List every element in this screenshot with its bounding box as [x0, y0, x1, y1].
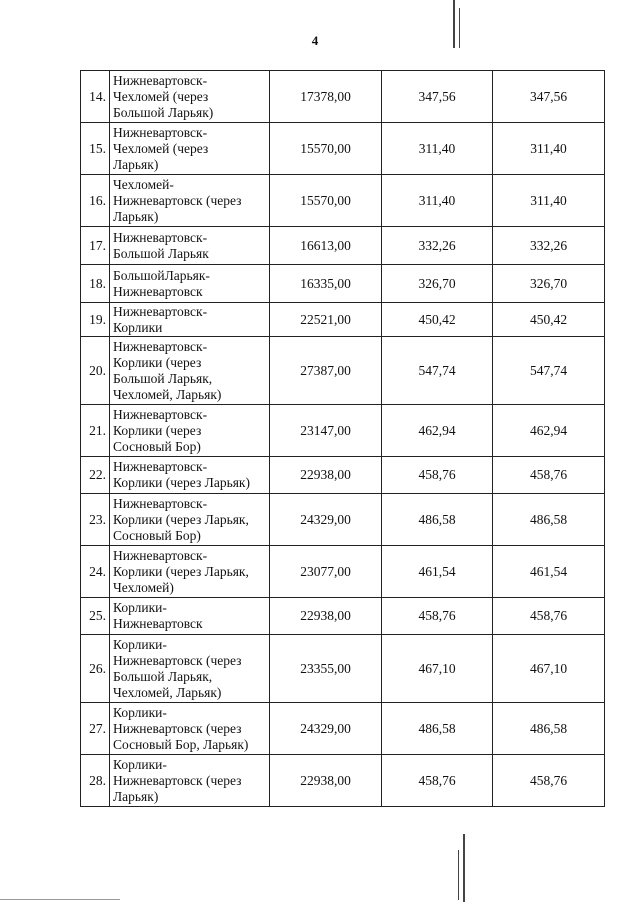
route-line: Нижневартовск (через [113, 772, 242, 788]
price-cell: 547,74 [382, 337, 493, 405]
table-row [81, 494, 605, 546]
route-line: Ларьяк) [113, 788, 159, 804]
route-cell [110, 703, 270, 755]
route-line: Ларьяк) [113, 156, 159, 172]
row-number: 26. [81, 635, 110, 703]
route-cell [110, 265, 270, 303]
route-line: Нижневартовск- [113, 303, 208, 319]
total-cost-cell: 16335,00 [270, 265, 382, 303]
table-row [81, 265, 605, 303]
route-line: Чехломей- [113, 176, 174, 192]
route-line: Нижневартовск- [113, 338, 208, 354]
route-line: Корлики- [113, 756, 167, 772]
price-cell: 311,40 [382, 175, 493, 227]
row-number: 27. [81, 703, 110, 755]
route-line: Нижневартовск [113, 283, 203, 299]
route-line: Корлики- [113, 636, 167, 652]
tariff-table-body [81, 71, 605, 807]
route-cell [110, 635, 270, 703]
route-line: БольшойЛарьяк- [113, 267, 210, 283]
route-cell [110, 227, 270, 265]
row-number: 28. [81, 755, 110, 807]
total-cost-cell: 24329,00 [270, 494, 382, 546]
price-cell: 450,42 [382, 303, 493, 337]
price-cell: 311,40 [382, 123, 493, 175]
route-line: Ларьяк) [113, 208, 159, 224]
table-row [81, 635, 605, 703]
price-cell: 547,74 [493, 337, 605, 405]
route-line: Большой Ларьяк, [113, 668, 213, 684]
page-number: 4 [311, 33, 319, 48]
route-line: Корлики (через [113, 422, 202, 438]
route-line: Сосновый Бор) [113, 527, 201, 543]
row-number: 23. [81, 494, 110, 546]
table-row [81, 405, 605, 457]
table-row [81, 755, 605, 807]
total-cost-cell: 23077,00 [270, 546, 382, 598]
row-number: 22. [81, 457, 110, 494]
tariff-table [80, 70, 605, 807]
route-line: Нижневартовск- [113, 547, 208, 563]
table-row [81, 175, 605, 227]
route-line: Нижневартовск (через [113, 192, 242, 208]
price-cell: 326,70 [493, 265, 605, 303]
table-row [81, 703, 605, 755]
route-cell [110, 337, 270, 405]
price-cell: 347,56 [382, 71, 493, 123]
route-line: Нижневартовск- [113, 72, 208, 88]
route-cell [110, 755, 270, 807]
route-cell [110, 457, 270, 494]
price-cell: 486,58 [493, 494, 605, 546]
route-cell [110, 175, 270, 227]
table-row [81, 546, 605, 598]
route-cell [110, 71, 270, 123]
total-cost-cell: 16613,00 [270, 227, 382, 265]
total-cost-cell: 24329,00 [270, 703, 382, 755]
row-number: 21. [81, 405, 110, 457]
total-cost-cell: 22938,00 [270, 755, 382, 807]
route-line: Большой Ларьяк) [113, 104, 214, 120]
route-cell [110, 546, 270, 598]
row-number: 16. [81, 175, 110, 227]
scan-artifact [453, 0, 455, 48]
scan-artifact [459, 8, 460, 48]
row-number: 15. [81, 123, 110, 175]
total-cost-cell: 17378,00 [270, 71, 382, 123]
row-number: 18. [81, 265, 110, 303]
route-line: Нижневартовск- [113, 495, 208, 511]
route-line: Чехломей, Ларьяк) [113, 684, 222, 700]
price-cell: 462,94 [382, 405, 493, 457]
table-row [81, 71, 605, 123]
route-line: Нижневартовск- [113, 124, 208, 140]
route-line: Сосновый Бор, Ларьяк) [113, 736, 249, 752]
price-cell: 461,54 [382, 546, 493, 598]
price-cell: 458,76 [382, 457, 493, 494]
price-cell: 311,40 [493, 175, 605, 227]
price-cell: 486,58 [382, 703, 493, 755]
table-row [81, 457, 605, 494]
route-line: Большой Ларьяк, [113, 370, 213, 386]
route-line: Большой Ларьяк [113, 245, 209, 261]
scan-artifact [463, 834, 465, 902]
row-number: 17. [81, 227, 110, 265]
total-cost-cell: 27387,00 [270, 337, 382, 405]
table-row [81, 227, 605, 265]
route-line: Чехломей (через [113, 140, 209, 156]
route-line: Чехломей, Ларьяк) [113, 386, 222, 402]
route-cell [110, 598, 270, 635]
route-line: Нижневартовск- [113, 406, 208, 422]
price-cell: 462,94 [493, 405, 605, 457]
row-number: 25. [81, 598, 110, 635]
price-cell: 458,76 [382, 598, 493, 635]
route-line: Чехломей (через [113, 88, 209, 104]
route-line: Нижневартовск (через [113, 652, 242, 668]
total-cost-cell: 15570,00 [270, 175, 382, 227]
row-number: 20. [81, 337, 110, 405]
route-line: Корлики (через Ларьяк) [113, 475, 250, 490]
total-cost-cell: 22938,00 [270, 457, 382, 494]
route-line: Корлики- [113, 704, 167, 720]
price-cell: 458,76 [493, 755, 605, 807]
price-cell: 458,76 [493, 457, 605, 494]
route-line: Чехломей) [113, 579, 174, 595]
route-line: Корлики (через [113, 354, 202, 370]
row-number: 14. [81, 71, 110, 123]
route-cell [110, 405, 270, 457]
price-cell: 467,10 [493, 635, 605, 703]
route-line: Корлики (через Ларьяк, [113, 511, 249, 527]
total-cost-cell: 23147,00 [270, 405, 382, 457]
table-row [81, 303, 605, 337]
price-cell: 332,26 [382, 227, 493, 265]
table-row [81, 123, 605, 175]
price-cell: 332,26 [493, 227, 605, 265]
route-cell [110, 303, 270, 337]
row-number: 24. [81, 546, 110, 598]
price-cell: 450,42 [493, 303, 605, 337]
scan-artifact [0, 899, 120, 900]
price-cell: 458,76 [382, 755, 493, 807]
price-cell: 458,76 [493, 598, 605, 635]
table-row [81, 598, 605, 635]
scan-artifact [458, 850, 459, 900]
price-cell: 311,40 [493, 123, 605, 175]
total-cost-cell: 15570,00 [270, 123, 382, 175]
price-cell: 467,10 [382, 635, 493, 703]
total-cost-cell: 23355,00 [270, 635, 382, 703]
route-line: Нижневартовск- [113, 229, 208, 245]
route-line: Корлики (через Ларьяк, [113, 563, 249, 579]
total-cost-cell: 22938,00 [270, 598, 382, 635]
row-number: 19. [81, 303, 110, 337]
price-cell: 461,54 [493, 546, 605, 598]
route-cell [110, 123, 270, 175]
price-cell: 326,70 [382, 265, 493, 303]
route-line: Нижневартовск- [113, 459, 208, 474]
route-line: Нижневартовск [113, 616, 203, 631]
total-cost-cell: 22521,00 [270, 303, 382, 337]
price-cell: 347,56 [493, 71, 605, 123]
route-line: Корлики- [113, 600, 167, 615]
price-cell: 486,58 [493, 703, 605, 755]
route-line: Корлики [113, 319, 163, 335]
route-line: Сосновый Бор) [113, 438, 201, 454]
route-cell [110, 494, 270, 546]
route-line: Нижневартовск (через [113, 720, 242, 736]
price-cell: 486,58 [382, 494, 493, 546]
table-row [81, 337, 605, 405]
